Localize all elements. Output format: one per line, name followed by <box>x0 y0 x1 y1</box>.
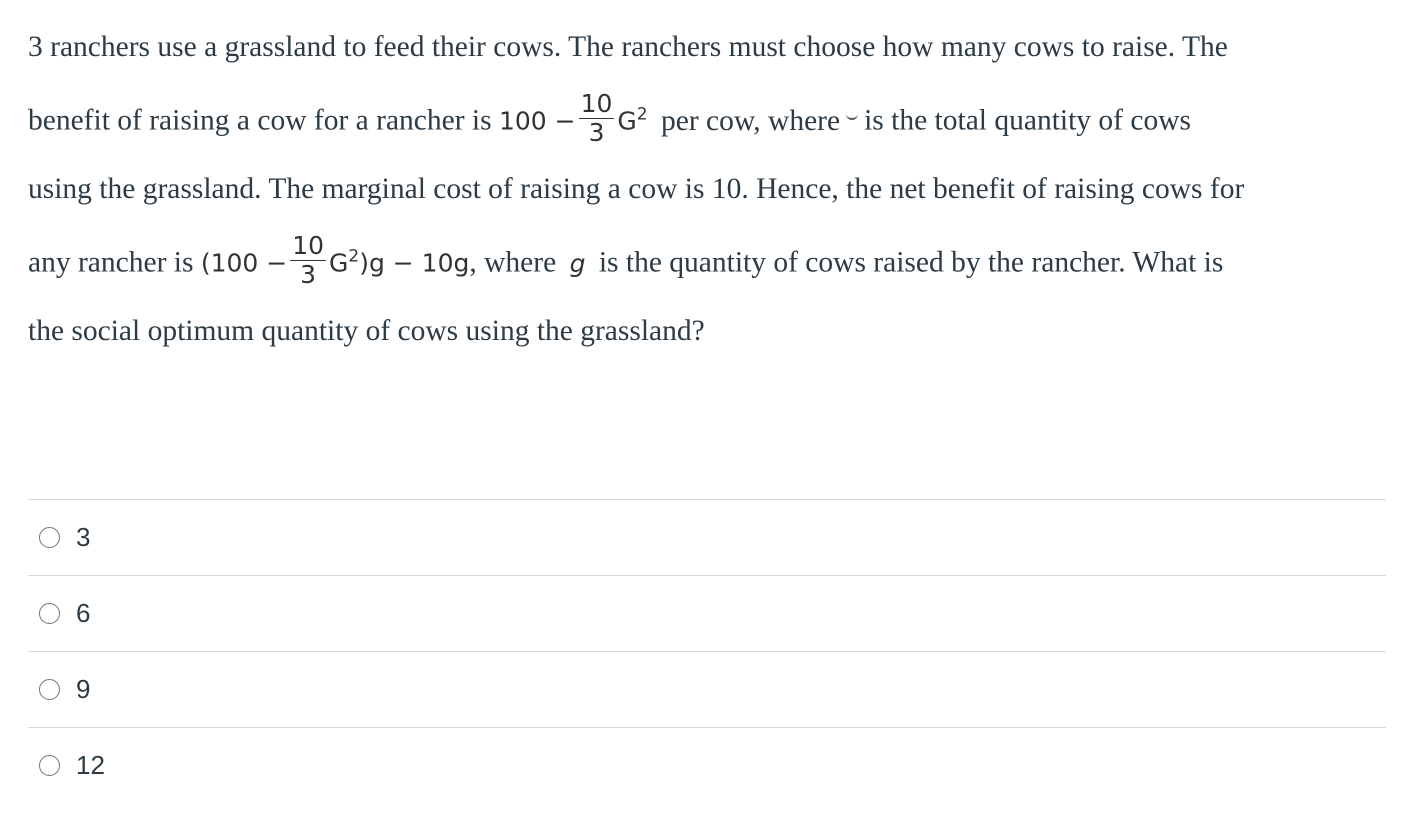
answer-option-4[interactable] <box>28 727 1386 803</box>
net-benefit-fraction-denominator: 3 <box>300 260 317 289</box>
radio-button[interactable] <box>39 527 60 548</box>
question-line-2-pre: benefit of raising a cow for a rancher is <box>28 104 492 137</box>
benefit-formula-exponent: 2 <box>636 104 648 125</box>
net-benefit-formula-exponent: 2 <box>348 246 360 267</box>
answer-option-3[interactable] <box>28 651 1386 727</box>
net-benefit-fraction <box>290 232 326 289</box>
question-line-1: 3 ranchers use a grassland to feed their cows. The ranchers must choose how many cows to raise. The <box>28 31 1228 63</box>
benefit-fraction <box>579 90 615 147</box>
net-benefit-formula-lead: (100 − <box>200 248 288 278</box>
net-benefit-formula <box>200 231 470 293</box>
question-line-2-post: is the total quantity of cows <box>864 104 1191 137</box>
total-quantity-symbol-icon <box>846 110 858 120</box>
radio-button[interactable] <box>39 679 60 700</box>
net-benefit-formula-variable: G <box>329 248 349 278</box>
benefit-formula-lead: 100 − <box>498 106 576 136</box>
benefit-formula-variable: G <box>617 106 637 136</box>
radio-button[interactable] <box>39 603 60 624</box>
question-line-4-post: is the quantity of cows raised by the rancher. What is <box>598 246 1224 279</box>
question-line-4-pre: any rancher is <box>28 246 194 279</box>
question-line-3: using the grassland. The marginal cost of raising a cow is 10. Hence, the net benefit of raising cows for <box>28 173 1245 205</box>
benefit-formula <box>498 89 648 151</box>
answer-option-1[interactable] <box>28 499 1386 575</box>
rancher-quantity-variable: g <box>569 248 586 278</box>
answer-label: 12 <box>76 750 105 780</box>
answer-option-2[interactable] <box>28 575 1386 651</box>
answer-label: 3 <box>76 522 91 552</box>
benefit-fraction-denominator: 3 <box>588 118 605 147</box>
answer-list <box>28 499 1386 803</box>
answer-label: 6 <box>76 598 91 628</box>
question-line-2-mid: per cow, where <box>661 104 841 137</box>
net-benefit-fraction-numerator: 10 <box>292 231 325 260</box>
question-line-2 <box>28 89 1191 147</box>
question-line-4 <box>28 231 1224 289</box>
question-line-4-mid: , where <box>469 246 557 279</box>
net-benefit-formula-tail: )g − 10g <box>359 248 470 278</box>
question-line-5: the social optimum quantity of cows using the grassland? <box>28 315 705 347</box>
benefit-fraction-numerator: 10 <box>580 89 613 118</box>
answer-label: 9 <box>76 674 91 704</box>
radio-button[interactable] <box>39 755 60 776</box>
